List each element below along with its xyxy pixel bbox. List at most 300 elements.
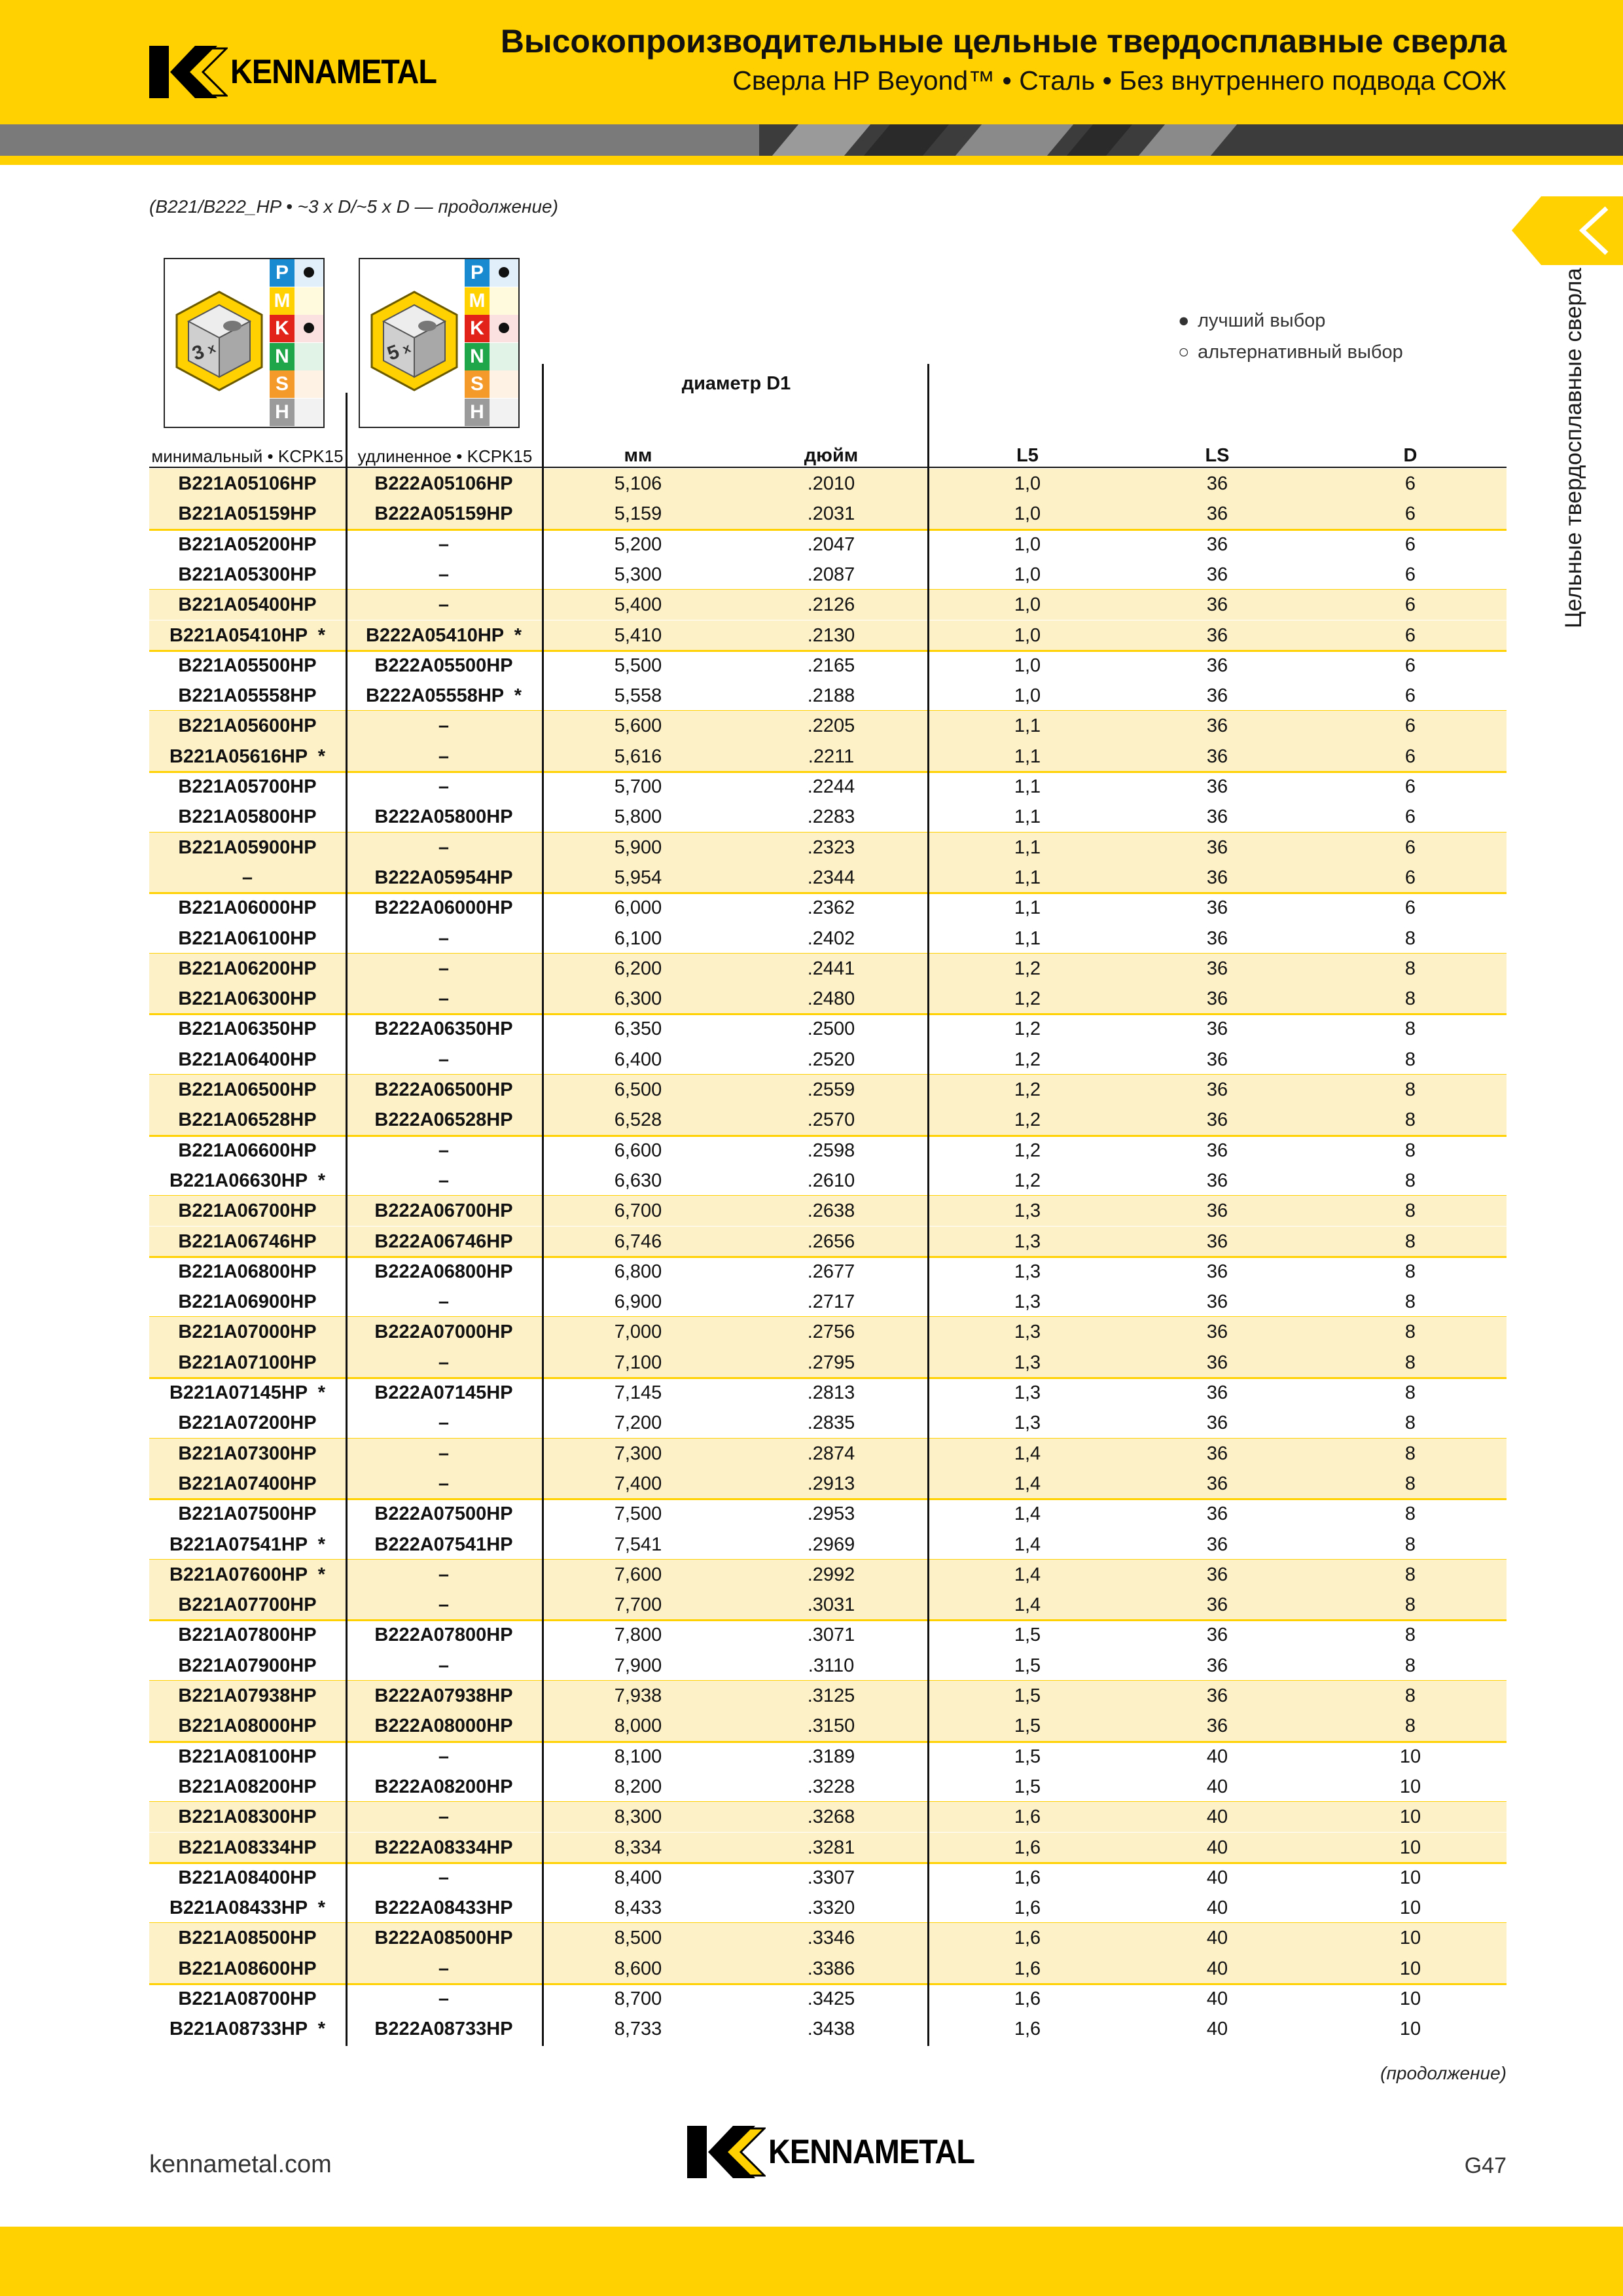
table-cell: .2500 — [807, 1018, 855, 1040]
table-cell: 1,0 — [1014, 655, 1041, 676]
col-header-l5: L5 — [1016, 445, 1039, 466]
table-cell: 8,200 — [614, 1776, 662, 1797]
table-cell: 1,5 — [1014, 1746, 1041, 1767]
table-cell: 5,106 — [614, 473, 662, 494]
table-cell: 1,5 — [1014, 1715, 1041, 1737]
best-choice-dot-icon — [304, 323, 314, 333]
iso-letter: N — [465, 343, 490, 370]
table-cell: .2165 — [807, 655, 855, 676]
table-row — [149, 2014, 1507, 2044]
table-cell: 36 — [1206, 1049, 1228, 1070]
table-cell: 36 — [1206, 533, 1228, 555]
table-cell: B222A05500HP — [374, 655, 513, 676]
table-cell: – — [438, 1564, 450, 1585]
table-row — [149, 1378, 1507, 1408]
table-cell: .2441 — [807, 958, 855, 979]
table-cell: B221A08300HP — [178, 1806, 317, 1828]
table-cell: B221A07700HP — [178, 1594, 317, 1616]
table-cell: 8 — [1404, 1261, 1416, 1282]
table-cell: 6,500 — [614, 1079, 662, 1100]
table-cell: .2638 — [807, 1200, 855, 1222]
table-cell: 36 — [1206, 1079, 1228, 1100]
table-cell: 36 — [1206, 1018, 1228, 1040]
table-cell: 6,600 — [614, 1139, 662, 1161]
best-choice-dot-icon — [499, 323, 509, 333]
side-section-label: Цельные твердосплавные сверла — [1561, 268, 1586, 628]
table-cell: 40 — [1206, 1746, 1228, 1767]
table-cell: B222A08334HP — [374, 1837, 513, 1858]
table-cell: 10 — [1399, 1897, 1421, 1919]
table-cell: 36 — [1206, 1261, 1228, 1282]
table-row — [149, 1317, 1507, 1347]
table-cell: .3320 — [807, 1897, 855, 1919]
table-cell: .3425 — [807, 1988, 855, 2009]
col-header-extended: удлиненное • KCPK15 — [357, 446, 533, 466]
table-row — [149, 1802, 1507, 1832]
table-row — [149, 1469, 1507, 1499]
table-cell: – — [438, 1412, 450, 1434]
table-row — [149, 1408, 1507, 1438]
table-cell: B221A05900HP — [178, 836, 317, 858]
table-cell: 1,5 — [1014, 1685, 1041, 1706]
table-cell: 1,1 — [1014, 867, 1041, 888]
continued-note: (продолжение) — [1380, 2063, 1507, 2083]
kennametal-logo — [149, 46, 459, 98]
table-row — [149, 711, 1507, 741]
table-cell: B221A06700HP — [178, 1200, 317, 1222]
table-cell: 8 — [1404, 1139, 1416, 1161]
iso-rating-cell — [294, 287, 323, 315]
table-cell: 40 — [1206, 1897, 1228, 1919]
table-cell: B221A06630HP * — [169, 1170, 326, 1191]
table-cell: 36 — [1206, 624, 1228, 646]
table-cell: 6,400 — [614, 1049, 662, 1070]
table-cell: .2244 — [807, 776, 855, 797]
svg-text:5: 5 — [384, 340, 402, 365]
iso-letter: K — [270, 315, 294, 342]
table-cell: B221A06900HP — [178, 1291, 317, 1313]
table-cell: 8 — [1404, 1170, 1416, 1191]
table-cell: – — [438, 1352, 450, 1373]
table-cell: B221A08700HP — [178, 1988, 317, 2009]
table-cell: 36 — [1206, 685, 1228, 707]
table-row — [149, 1196, 1507, 1226]
table-cell: 5,500 — [614, 655, 662, 676]
iso-box-5x — [359, 258, 520, 428]
table-cell: 1,5 — [1014, 1776, 1041, 1797]
table-cell: 6 — [1404, 745, 1416, 767]
legend-best-label: лучший выбор — [1198, 310, 1326, 331]
table-cell: 6,800 — [614, 1261, 662, 1282]
iso-material-grid — [465, 259, 518, 427]
table-cell: .3346 — [807, 1928, 855, 1949]
table-cell: B221A06746HP — [178, 1230, 317, 1252]
table-cell: B221A08200HP — [178, 1776, 317, 1797]
table-cell: 36 — [1206, 1412, 1228, 1434]
iso-letter: H — [465, 399, 490, 426]
table-cell: 1,4 — [1014, 1534, 1041, 1555]
table-cell: .2031 — [807, 503, 855, 525]
iso-letter: S — [270, 370, 294, 398]
table-cell: B222A05954HP — [374, 867, 513, 888]
table-cell: 1,3 — [1014, 1321, 1041, 1343]
table-cell: 36 — [1206, 1382, 1228, 1403]
table-cell: B221A08733HP * — [169, 2018, 326, 2040]
table-cell: 6,300 — [614, 988, 662, 1010]
table-cell: .3071 — [807, 1624, 855, 1646]
table-cell: B221A07900HP — [178, 1655, 317, 1676]
table-cell: .2953 — [807, 1503, 855, 1525]
footer-yellow-bar — [0, 2227, 1623, 2296]
table-cell: B222A07938HP — [374, 1685, 513, 1706]
table-cell: B221A07541HP * — [169, 1534, 326, 1555]
table-cell: .2087 — [807, 564, 855, 585]
table-cell: 6 — [1404, 685, 1416, 707]
table-cell: – — [438, 533, 450, 555]
table-cell: .2913 — [807, 1473, 855, 1494]
table-cell: 1,0 — [1014, 533, 1041, 555]
table-cell: – — [438, 1291, 450, 1313]
table-cell: .2520 — [807, 1049, 855, 1070]
table-cell: 36 — [1206, 988, 1228, 1010]
table-row — [149, 1439, 1507, 1469]
iso-rating-cell — [490, 399, 518, 426]
table-cell: 8 — [1404, 1382, 1416, 1403]
table-cell: 40 — [1206, 2018, 1228, 2040]
table-cell: .2126 — [807, 594, 855, 616]
table-cell: .2205 — [807, 715, 855, 737]
best-choice-dot-icon — [304, 267, 314, 278]
table-cell: 10 — [1399, 1928, 1421, 1949]
table-cell: 5,410 — [614, 624, 662, 646]
iso-material-N — [270, 343, 323, 370]
table-cell: 36 — [1206, 564, 1228, 585]
footer-logo — [687, 2126, 997, 2178]
table-cell: 1,3 — [1014, 1352, 1041, 1373]
table-row — [149, 529, 1507, 560]
table-cell: B222A06746HP — [374, 1230, 513, 1252]
table-cell: 36 — [1206, 836, 1228, 858]
table-cell: 10 — [1399, 1837, 1421, 1858]
table-row — [149, 499, 1507, 529]
table-row — [149, 1923, 1507, 1953]
table-cell: B222A06800HP — [374, 1261, 513, 1282]
table-cell: 40 — [1206, 1988, 1228, 2009]
table-cell: B221A08433HP * — [169, 1897, 326, 1919]
table-cell: 5,200 — [614, 533, 662, 555]
header-stripe — [0, 124, 1623, 156]
kennametal-k-icon — [149, 46, 228, 98]
table-cell: 6,000 — [614, 897, 662, 919]
table-row — [149, 802, 1507, 832]
table-cell: 8 — [1404, 1109, 1416, 1131]
table-cell: B221A05800HP — [178, 806, 317, 828]
table-cell: 36 — [1206, 1534, 1228, 1555]
drill-length-5x-icon — [365, 285, 463, 397]
table-cell: 5,800 — [614, 806, 662, 828]
table-row — [149, 1863, 1507, 1893]
table-cell: – — [438, 1867, 450, 1888]
iso-rating-cell — [490, 343, 518, 370]
table-cell: 10 — [1399, 1867, 1421, 1888]
table-cell: 1,3 — [1014, 1412, 1041, 1434]
table-cell: 1,1 — [1014, 927, 1041, 949]
table-cell: – — [438, 1473, 450, 1494]
table-row — [149, 590, 1507, 620]
table-cell: B222A08000HP — [374, 1715, 513, 1737]
table-cell: – — [438, 564, 450, 585]
iso-rating-cell — [490, 370, 518, 398]
table-cell: 40 — [1206, 1837, 1228, 1858]
table-cell: 6 — [1404, 473, 1416, 494]
table-row — [149, 1711, 1507, 1741]
table-cell: 10 — [1399, 1958, 1421, 1979]
table-cell: .2756 — [807, 1321, 855, 1343]
table-cell: 36 — [1206, 1473, 1228, 1494]
table-cell: 1,0 — [1014, 594, 1041, 616]
col-header-mm: мм — [624, 445, 652, 466]
table-cell: 36 — [1206, 1200, 1228, 1222]
table-cell: 6 — [1404, 776, 1416, 797]
table-row — [149, 1105, 1507, 1135]
table-row — [149, 1136, 1507, 1166]
table-cell: .2835 — [807, 1412, 855, 1434]
table-cell: 8 — [1404, 1473, 1416, 1494]
table-cell: – — [438, 1988, 450, 2009]
table-cell: 6,528 — [614, 1109, 662, 1131]
table-cell: .2130 — [807, 624, 855, 646]
svg-text:x: x — [205, 341, 218, 357]
table-cell: 1,4 — [1014, 1503, 1041, 1525]
table-cell: 8 — [1404, 1291, 1416, 1313]
table-row — [149, 742, 1507, 772]
table-cell: 40 — [1206, 1958, 1228, 1979]
table-cell: B221A06200HP — [178, 958, 317, 979]
table-cell: 1,5 — [1014, 1624, 1041, 1646]
table-cell: 8,700 — [614, 1988, 662, 2009]
table-cell: 6,350 — [614, 1018, 662, 1040]
table-cell: 6 — [1404, 806, 1416, 828]
table-row — [149, 1560, 1507, 1590]
table-cell: B222A08433HP — [374, 1897, 513, 1919]
table-cell: 1,2 — [1014, 1049, 1041, 1070]
table-cell: 1,3 — [1014, 1382, 1041, 1403]
table-cell: 6,746 — [614, 1230, 662, 1252]
table-row — [149, 1075, 1507, 1105]
table-cell: 1,6 — [1014, 1928, 1041, 1949]
table-cell: B221A07000HP — [178, 1321, 317, 1343]
table-cell: 8 — [1404, 1685, 1416, 1706]
table-cell: .3228 — [807, 1776, 855, 1797]
table-cell: 8 — [1404, 1443, 1416, 1464]
table-cell: 7,200 — [614, 1412, 662, 1434]
table-cell: 10 — [1399, 2018, 1421, 2040]
table-cell: .2344 — [807, 867, 855, 888]
table-row — [149, 893, 1507, 923]
table-cell: 6 — [1404, 655, 1416, 676]
table-row — [149, 620, 1507, 651]
table-cell: B221A07400HP — [178, 1473, 317, 1494]
table-cell: 8,300 — [614, 1806, 662, 1828]
page-subtitle: Сверла HP Beyond™ • Сталь • Без внутреннего подвода СОЖ — [732, 65, 1507, 96]
iso-material-H — [270, 399, 323, 426]
table-row — [149, 954, 1507, 984]
table-cell: – — [438, 1594, 450, 1616]
iso-letter: N — [270, 343, 294, 370]
table-cell: B222A08200HP — [374, 1776, 513, 1797]
table-cell: 36 — [1206, 715, 1228, 737]
page-number: G47 — [1464, 2153, 1507, 2178]
table-cell: .2480 — [807, 988, 855, 1010]
col-header-d: D — [1403, 445, 1418, 466]
table-cell: B221A06100HP — [178, 927, 317, 949]
table-cell: 1,4 — [1014, 1594, 1041, 1616]
table-cell: B222A07500HP — [374, 1503, 513, 1525]
table-cell: B221A06500HP — [178, 1079, 317, 1100]
table-cell: 40 — [1206, 1928, 1228, 1949]
table-row — [149, 681, 1507, 711]
table-cell: 36 — [1206, 1715, 1228, 1737]
col-header-inch: дюйм — [804, 445, 859, 466]
table-cell: 1,6 — [1014, 1806, 1041, 1828]
table-cell: – — [438, 1655, 450, 1676]
table-cell: 1,6 — [1014, 2018, 1041, 2040]
legend-alt-label: альтернативный выбор — [1198, 342, 1403, 363]
table-cell: B221A06800HP — [178, 1261, 317, 1282]
table-cell: 7,300 — [614, 1443, 662, 1464]
table-cell: 6 — [1404, 594, 1416, 616]
table-cell: B221A07938HP — [178, 1685, 317, 1706]
table-cell: – — [438, 958, 450, 979]
footer-url[interactable]: kennametal.com — [149, 2151, 332, 2178]
table-divider-1 — [346, 393, 348, 2046]
header-yellow-rule — [0, 156, 1623, 165]
table-cell: 8 — [1404, 1624, 1416, 1646]
table-cell: 36 — [1206, 473, 1228, 494]
drill-length-3x-icon — [170, 285, 268, 397]
table-cell: 1,2 — [1014, 958, 1041, 979]
table-cell: B221A08600HP — [178, 1958, 317, 1979]
table-cell: B221A05400HP — [178, 594, 317, 616]
table-cell: 6 — [1404, 624, 1416, 646]
table-cell: 1,1 — [1014, 715, 1041, 737]
legend-best — [1178, 310, 1325, 332]
table-cell: 6 — [1404, 533, 1416, 555]
table-row — [149, 1166, 1507, 1196]
table-cell: B221A06528HP — [178, 1109, 317, 1131]
iso-box-3x — [164, 258, 325, 428]
table-cell: – — [438, 1746, 450, 1767]
table-cell: 1,0 — [1014, 685, 1041, 707]
table-cell: B222A08733HP — [374, 2018, 513, 2040]
table-cell: 1,3 — [1014, 1291, 1041, 1313]
table-cell: 1,2 — [1014, 1109, 1041, 1131]
table-cell: B221A07500HP — [178, 1503, 317, 1525]
iso-material-S — [465, 370, 518, 398]
table-cell: 6,900 — [614, 1291, 662, 1313]
table-cell: 8,100 — [614, 1746, 662, 1767]
table-cell: – — [438, 836, 450, 858]
table-cell: 36 — [1206, 1685, 1228, 1706]
table-row — [149, 772, 1507, 802]
iso-letter: P — [270, 259, 294, 287]
iso-letter: M — [270, 287, 294, 315]
table-cell: 36 — [1206, 1352, 1228, 1373]
table-cell: B221A05106HP — [178, 473, 317, 494]
table-row — [149, 651, 1507, 681]
table-cell: .2992 — [807, 1564, 855, 1585]
table-cell: B221A08334HP — [178, 1837, 317, 1858]
table-cell: 5,616 — [614, 745, 662, 767]
table-cell: 8 — [1404, 1200, 1416, 1222]
kennametal-k-icon — [687, 2126, 766, 2178]
table-cell: 1,4 — [1014, 1564, 1041, 1585]
table-cell: 5,954 — [614, 867, 662, 888]
table-cell: 5,159 — [614, 503, 662, 525]
table-cell: B222A07145HP — [374, 1382, 513, 1403]
table-cell: .2211 — [808, 745, 855, 767]
table-row — [149, 1833, 1507, 1863]
table-cell: 6 — [1404, 867, 1416, 888]
table-cell: 8 — [1404, 1412, 1416, 1434]
table-row — [149, 1499, 1507, 1529]
table-cell: 6 — [1404, 897, 1416, 919]
table-cell: B221A07600HP * — [169, 1564, 326, 1585]
table-cell: 8 — [1404, 1352, 1416, 1373]
iso-letter: S — [465, 370, 490, 398]
table-cell: 5,900 — [614, 836, 662, 858]
table-cell: .3031 — [807, 1594, 855, 1616]
table-cell: B221A05558HP — [178, 685, 317, 707]
table-row — [149, 1227, 1507, 1257]
iso-material-K — [465, 315, 518, 342]
table-cell: 36 — [1206, 1170, 1228, 1191]
table-cell: 10 — [1399, 1776, 1421, 1797]
table-cell: .2677 — [807, 1261, 855, 1282]
col-header-minimal: минимальный • KCPK15 — [151, 446, 344, 466]
table-row — [149, 1348, 1507, 1378]
table-cell: 36 — [1206, 655, 1228, 676]
table-cell: B221A07145HP * — [169, 1382, 326, 1403]
iso-material-K — [270, 315, 323, 342]
table-cell: 36 — [1206, 1230, 1228, 1252]
table-cell: 8 — [1404, 1018, 1416, 1040]
table-cell: 10 — [1399, 1806, 1421, 1828]
table-row — [149, 1742, 1507, 1772]
table-cell: – — [438, 1806, 450, 1828]
alternative-choice-circle-icon: ○ — [1178, 342, 1190, 363]
table-cell: 6 — [1404, 715, 1416, 737]
table-row — [149, 1287, 1507, 1317]
table-cell: 36 — [1206, 1624, 1228, 1646]
table-divider-3 — [927, 364, 929, 2046]
table-cell: .3268 — [807, 1806, 855, 1828]
col-header-ls: LS — [1205, 445, 1230, 466]
table-cell: B221A06400HP — [178, 1049, 317, 1070]
table-cell: 8 — [1404, 1321, 1416, 1343]
iso-material-P — [465, 259, 518, 287]
table-cell: 7,938 — [614, 1685, 662, 1706]
table-cell: 36 — [1206, 1321, 1228, 1343]
table-cell: 6,100 — [614, 927, 662, 949]
table-cell: 8 — [1404, 1564, 1416, 1585]
iso-material-M — [465, 287, 518, 315]
table-cell: 36 — [1206, 503, 1228, 525]
table-cell: 8 — [1404, 1079, 1416, 1100]
table-cell: .2283 — [807, 806, 855, 828]
table-cell: 7,541 — [614, 1534, 662, 1555]
table-cell: .2874 — [807, 1443, 855, 1464]
